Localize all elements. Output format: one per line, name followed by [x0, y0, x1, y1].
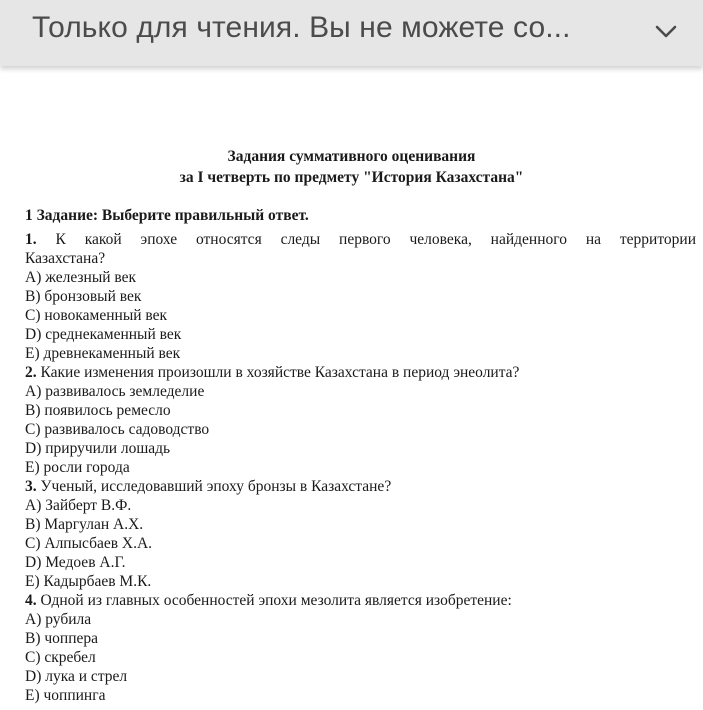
question-4-text: Одной из главных особенностей эпохи мезолита является изобретение:	[40, 592, 512, 609]
question-3-option-a: A) Зайберт В.Ф.	[25, 497, 132, 514]
chevron-down-icon[interactable]	[653, 18, 679, 44]
question-2-number: 2.	[25, 364, 37, 381]
read-only-banner[interactable]	[0, 0, 703, 66]
question-2-option-a: A) развивалось земледелие	[25, 383, 205, 400]
question-4-option-d: D) лука и стрел	[25, 668, 128, 685]
question-4-option-a: A) рубила	[25, 611, 92, 628]
question-1-line-2: Казахстана?	[25, 250, 106, 267]
question-1-option-e: E) древнекаменный век	[25, 345, 181, 362]
question-1-line-1	[25, 230, 696, 249]
question-1-option-a: A) железный век	[25, 269, 137, 286]
question-4-option-b: B) чоппера	[25, 630, 99, 647]
question-1-option-b: B) бронзовый век	[25, 288, 142, 305]
question-2-line	[25, 363, 519, 382]
question-4-line	[25, 591, 512, 610]
question-3-option-d: D) Медоев А.Г.	[25, 554, 126, 571]
question-3-option-e: E) Кадырбаев М.К.	[25, 573, 152, 590]
read-only-banner-text: Только для чтения. Вы не можете со...	[32, 11, 571, 44]
question-4-option-c: C) скребел	[25, 649, 96, 666]
question-3-line	[25, 477, 391, 496]
question-3-text: Ученый, исследовавший эпоху бронзы в Казахстане?	[40, 478, 392, 495]
question-1-option-c: C) новокаменный век	[25, 307, 168, 324]
question-2-option-e: E) росли города	[25, 459, 130, 476]
question-3-option-c: C) Алпысбаев Х.А.	[25, 535, 153, 552]
question-2-option-b: B) появилось ремесло	[25, 402, 171, 419]
question-1-text-1: К какой эпохе относятся следы первого человека, найденного на территории	[55, 231, 697, 248]
document-title-line-2: за I четверть по предмету "История Казахстана"	[179, 169, 524, 186]
question-2-option-c: C) развивалось садоводство	[25, 421, 210, 438]
question-3-number: 3.	[25, 478, 37, 495]
question-4-option-e: E) чоппинга	[25, 687, 106, 704]
question-2-text: Какие изменения произошли в хозяйстве Казахстана в период энеолита?	[40, 364, 520, 381]
document-page	[0, 66, 703, 710]
document-title-line-1: Задания суммативного оценивания	[227, 148, 476, 165]
question-3-option-b: B) Маргулан А.Х.	[25, 516, 144, 533]
question-1-number: 1.	[25, 231, 37, 248]
section-heading: 1 Задание: Выберите правильный ответ.	[25, 207, 309, 224]
question-1-option-d: D) среднекаменный век	[25, 326, 182, 343]
question-2-option-d: D) приручили лошадь	[25, 440, 171, 457]
question-4-number: 4.	[25, 592, 37, 609]
